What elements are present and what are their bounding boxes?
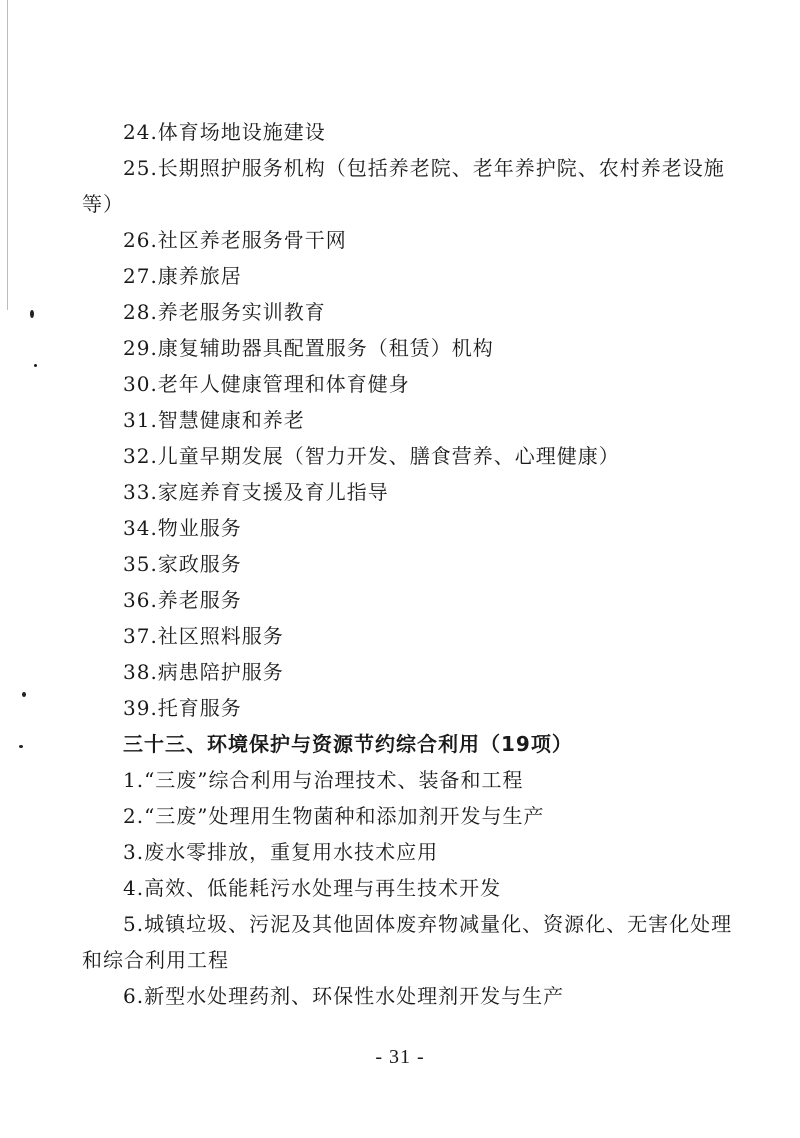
- list-item: 32.儿童早期发展（智力开发、膳食营养、心理健康）: [123, 444, 620, 468]
- scan-speck: [19, 745, 23, 748]
- page-number: - 31 -: [375, 1046, 425, 1068]
- scan-speck: [22, 692, 26, 697]
- list-item: 29.康复辅助器具配置服务（租赁）机构: [123, 336, 494, 360]
- scan-speck: [34, 364, 37, 367]
- list-item: 36.养老服务: [123, 588, 242, 612]
- list-item: 3.废水零排放，重复用水技术应用: [123, 840, 439, 864]
- scan-edge-line: [7, 0, 8, 310]
- list-item: 24.体育场地设施建设: [123, 120, 326, 144]
- list-item: 34.物业服务: [123, 516, 242, 540]
- scan-speck: [30, 310, 34, 318]
- section-heading: 三十三、环境保护与资源节约综合利用（19项）: [123, 732, 573, 756]
- list-item-continuation: 等）: [82, 192, 124, 216]
- list-item: 28.养老服务实训教育: [123, 300, 326, 324]
- list-item: 25.长期照护服务机构（包括养老院、老年养护院、农村养老设施: [123, 156, 725, 180]
- list-item: 6.新型水处理药剂、环保性水处理剂开发与生产: [123, 984, 565, 1008]
- list-item: 26.社区养老服务骨干网: [123, 228, 347, 252]
- list-item: 2.“三废”处理用生物菌种和添加剂开发与生产: [123, 804, 545, 828]
- list-item: 39.托育服务: [123, 696, 242, 720]
- list-item: 31.智慧健康和养老: [123, 408, 305, 432]
- list-item: 37.社区照料服务: [123, 624, 284, 648]
- list-item: 1.“三废”综合利用与治理技术、装备和工程: [123, 768, 524, 792]
- list-item: 4.高效、低能耗污水处理与再生技术开发: [123, 876, 502, 900]
- list-item: 35.家政服务: [123, 552, 242, 576]
- list-item: 30.老年人健康管理和体育健身: [123, 372, 410, 396]
- list-item: 27.康养旅居: [123, 264, 242, 288]
- list-item: 5.城镇垃圾、污泥及其他固体废弃物减量化、资源化、无害化处理: [123, 912, 733, 936]
- document-body: [82, 114, 732, 1014]
- list-item-continuation: 和综合利用工程: [82, 948, 229, 972]
- list-item: 38.病患陪护服务: [123, 660, 284, 684]
- list-item: 33.家庭养育支援及育儿指导: [123, 480, 389, 504]
